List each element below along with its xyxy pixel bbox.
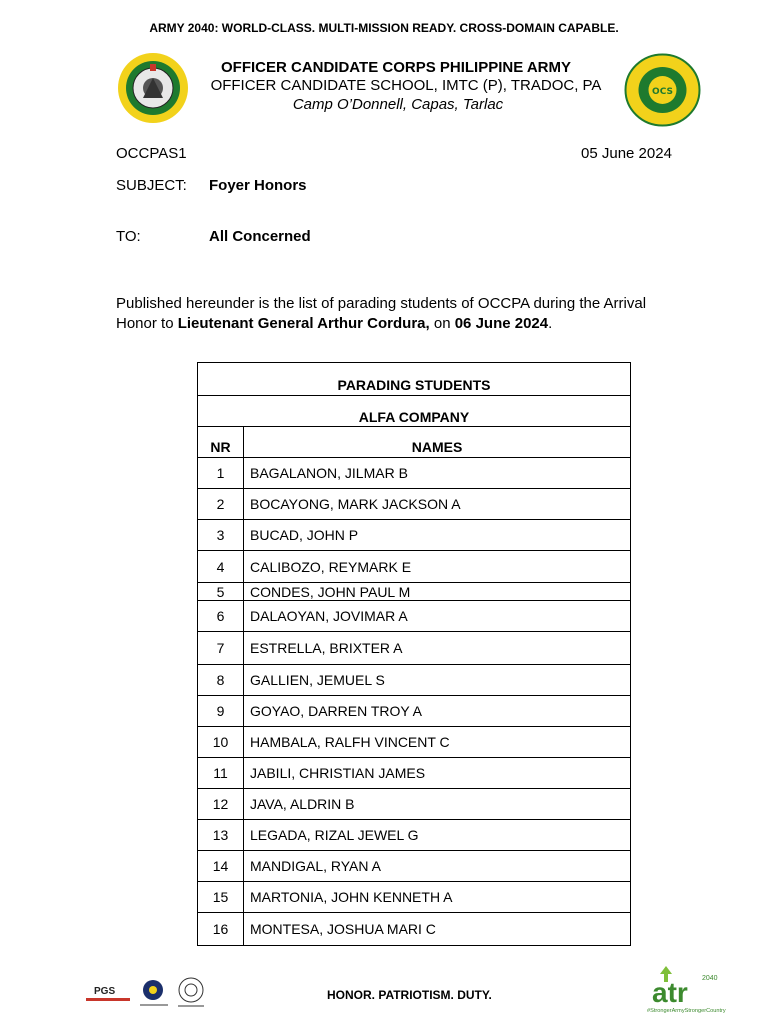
camp-location: Camp O’Donnell, Capas, Tarlac: [292, 96, 504, 113]
footer-logos: [82, 974, 212, 1014]
student-name: MANDIGAL, RYAN A: [244, 851, 631, 882]
row-number: 10: [198, 727, 244, 758]
to-value: All Concerned: [209, 228, 311, 245]
honor-date: 06 June 2024: [454, 315, 549, 332]
row-number: 5: [198, 583, 244, 601]
student-name: DALAOYAN, JOVIMAR A: [244, 601, 631, 632]
row-number: 6: [198, 601, 244, 632]
row-number: 7: [198, 632, 244, 665]
company-name: ALFA COMPANY: [197, 395, 631, 427]
table-row: [198, 758, 631, 789]
school-name: OFFICER CANDIDATE SCHOOL, IMTC (P), TRADOC, PA: [210, 77, 602, 94]
row-number: 2: [198, 489, 244, 520]
student-name: CALIBOZO, REYMARK E: [244, 551, 631, 583]
atr-year: 2040: [702, 975, 718, 982]
table-row: [198, 727, 631, 758]
student-name: JABILI, CHRISTIAN JAMES: [244, 758, 631, 789]
subject-value: Foyer Honors: [209, 177, 307, 194]
table-row: [198, 851, 631, 882]
row-number: 9: [198, 696, 244, 727]
table-row: [198, 632, 631, 665]
table-row: [198, 489, 631, 520]
table-row: [198, 913, 631, 946]
unit-name: OFFICER CANDIDATE CORPS PHILIPPINE ARMY: [220, 59, 572, 76]
table-row: [198, 696, 631, 727]
student-name: JAVA, ALDRIN B: [244, 789, 631, 820]
table-row: [198, 882, 631, 913]
row-number: 15: [198, 882, 244, 913]
table-row: [198, 520, 631, 551]
student-name: BAGALANON, JILMAR B: [244, 458, 631, 489]
table-row: [198, 665, 631, 696]
row-number: 11: [198, 758, 244, 789]
row-number: 8: [198, 665, 244, 696]
row-number: 14: [198, 851, 244, 882]
student-name: MARTONIA, JOHN KENNETH A: [244, 882, 631, 913]
row-number: 3: [198, 520, 244, 551]
row-number: 16: [198, 913, 244, 946]
row-number: 1: [198, 458, 244, 489]
student-name: ESTRELLA, BRIXTER A: [244, 632, 631, 665]
table-row: [198, 820, 631, 851]
col-names-header: NAMES: [244, 427, 631, 458]
memo-date: 05 June 2024: [581, 145, 672, 162]
student-name: MONTESA, JOSHUA MARI C: [244, 913, 631, 946]
student-name: BUCAD, JOHN P: [244, 520, 631, 551]
ocs-emblem-text: OCS: [652, 87, 673, 97]
student-name: LEGADA, RIZAL JEWEL G: [244, 820, 631, 851]
table-header-row: [198, 427, 631, 458]
row-number: 13: [198, 820, 244, 851]
table-row: [198, 601, 631, 632]
atr-2040-logo: [646, 962, 728, 1016]
reference-code: OCCPAS1: [116, 145, 187, 162]
pgs-logo-text: PGS: [94, 986, 116, 997]
col-nr-header: NR: [198, 427, 244, 458]
student-name: HAMBALA, RALFH VINCENT C: [244, 727, 631, 758]
row-number: 4: [198, 551, 244, 583]
table-row: [198, 583, 631, 601]
footer-motto: HONOR. PATRIOTISM. DUTY.: [327, 988, 492, 1002]
table-row: [198, 789, 631, 820]
body-paragraph: Published hereunder is the list of parading students of OCCPA during the Arrival Honor to Lieutenant General Arthur Cordura, on 06 June 2024.: [116, 295, 647, 332]
subject-label: SUBJECT:: [116, 177, 187, 194]
students-table: [197, 426, 631, 946]
atr-wordmark: atr: [652, 977, 688, 1008]
student-name: GOYAO, DARREN TROY A: [244, 696, 631, 727]
ocb-seal-logo: [624, 53, 701, 127]
row-number: 12: [198, 789, 244, 820]
atr-hashtag: #StrongerArmyStrongerCountry: [647, 1008, 726, 1014]
student-name: GALLIEN, JEMUEL S: [244, 665, 631, 696]
table-row: [198, 551, 631, 583]
table-row: [198, 458, 631, 489]
to-label: TO:: [116, 228, 141, 245]
top-motto: ARMY 2040: WORLD-CLASS. MULTI-MISSION READY. CROSS-DOMAIN CAPABLE.: [149, 21, 619, 35]
student-name: BOCAYONG, MARK JACKSON A: [244, 489, 631, 520]
table-title: PARADING STUDENTS: [197, 362, 631, 396]
student-name: CONDES, JOHN PAUL M: [244, 583, 631, 601]
honoree-name: Lieutenant General Arthur Cordura,: [177, 315, 430, 332]
